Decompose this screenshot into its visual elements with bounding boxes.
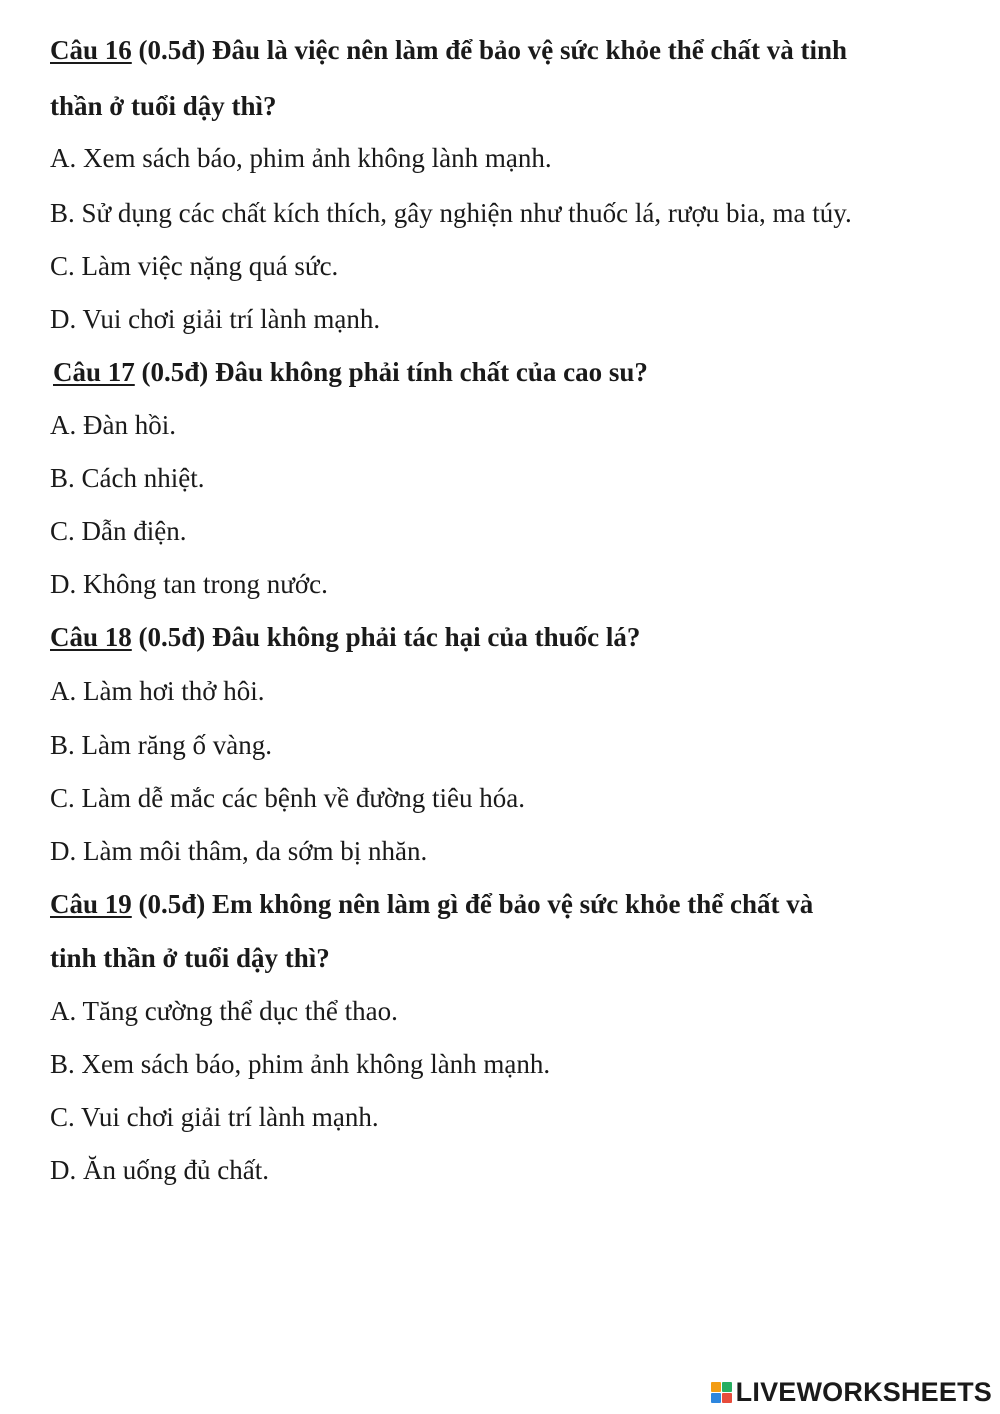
liveworksheets-logo (711, 1377, 992, 1408)
liveworksheets-wordmark: LIVEWORKSHEETS (735, 1377, 992, 1407)
question-19-option-b: B. Xem sách báo, phim ảnh không lành mạnh. (50, 1049, 551, 1079)
question-16-option-b: B. Sử dụng các chất kích thích, gây nghiện như thuốc lá, rượu bia, ma túy. (50, 198, 852, 228)
question-19-stem-cont: tinh thần ở tuổi dậy thì? (50, 943, 330, 973)
question-17-option-d: D. Không tan trong nước. (50, 569, 328, 599)
question-18-option-c: C. Làm dễ mắc các bệnh về đường tiêu hóa. (50, 783, 525, 813)
question-18-option-a: A. Làm hơi thở hôi. (50, 676, 265, 706)
question-17-option-c: C. Dẫn điện. (50, 516, 187, 546)
question-number: Câu 17 (53, 357, 135, 387)
question-number: Câu 19 (50, 889, 132, 919)
question-number: Câu 16 (50, 35, 132, 65)
question-text: (0.5đ) Đâu không phải tính chất của cao su? (141, 357, 648, 387)
question-text: (0.5đ) Đâu không phải tác hại của thuốc lá? (138, 622, 641, 652)
question-17-stem (53, 355, 648, 389)
question-16-option-c: C. Làm việc nặng quá sức. (50, 251, 339, 281)
question-19-option-c: C. Vui chơi giải trí lành mạnh. (50, 1102, 379, 1132)
question-text: (0.5đ) Em không nên làm gì để bảo vệ sức khỏe thể chất và (138, 889, 814, 919)
question-16-option-a: A. Xem sách báo, phim ảnh không lành mạnh. (50, 143, 552, 173)
question-16-stem-cont: thần ở tuổi dậy thì? (50, 91, 277, 121)
question-number: Câu 18 (50, 622, 132, 652)
question-18-option-d: D. Làm môi thâm, da sớm bị nhăn. (50, 836, 428, 866)
question-text: (0.5đ) Đâu là việc nên làm để bảo vệ sức khỏe thể chất và tinh (138, 35, 847, 65)
question-16-option-d: D. Vui chơi giải trí lành mạnh. (50, 304, 381, 334)
question-19-option-a: A. Tăng cường thể dục thể thao. (50, 996, 398, 1026)
question-18-stem (50, 620, 640, 654)
logo-square-blue (711, 1393, 721, 1403)
logo-square-green (722, 1382, 732, 1392)
question-17-option-b: B. Cách nhiệt. (50, 463, 205, 493)
question-16-stem (50, 33, 847, 67)
question-18-option-b: B. Làm răng ố vàng. (50, 730, 272, 760)
logo-square-red (722, 1393, 732, 1403)
question-19-option-d: D. Ăn uống đủ chất. (50, 1155, 269, 1185)
question-17-option-a: A. Đàn hồi. (50, 410, 176, 440)
question-19-stem (50, 887, 813, 921)
logo-square-orange (711, 1382, 721, 1392)
liveworksheets-mark-icon (711, 1382, 732, 1403)
